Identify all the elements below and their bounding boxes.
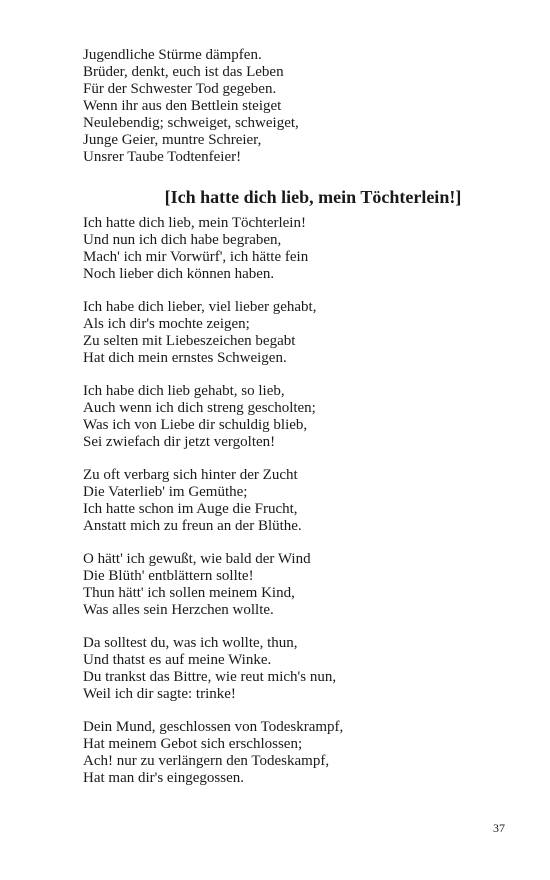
poem-line: Neulebendig; schweiget, schweiget, [83,115,299,131]
poem-line: Hat meinem Gebot sich erschlossen; [83,736,303,752]
poem-line: Hat dich mein ernstes Schweigen. [83,350,287,366]
poem-line: Ich hatte schon im Auge die Frucht, [83,501,298,517]
stanza [83,467,503,535]
poem-line: Anstatt mich zu freun an der Blüthe. [83,518,302,534]
stanza [83,215,503,283]
poem-line: Junge Geier, muntre Schreier, [83,132,262,148]
poem-line: Auch wenn ich dich streng gescholten; [83,400,316,416]
poem-line: Ich habe dich lieb gehabt, so lieb, [83,383,285,399]
poem-line: Noch lieber dich können haben. [83,266,275,282]
poem-line: Für der Schwester Tod gegeben. [83,81,277,97]
poem-line: Jugendliche Stürme dämpfen. [83,47,262,63]
stanza [83,383,503,451]
poem-line: O hätt' ich gewußt, wie bald der Wind [83,551,311,567]
stanza [83,299,503,367]
poem-line: Die Vaterlieb' im Gemüthe; [83,484,248,500]
poem-line: Dein Mund, geschlossen von Todeskrampf, [83,719,344,735]
poem-line: Ich hatte dich lieb, mein Töchterlein! [83,215,306,231]
poem-line: Ich habe dich lieber, viel lieber gehabt, [83,299,317,315]
stanza [83,719,503,787]
poem-line: Sei zwiefach dir jetzt vergolten! [83,434,276,450]
poem-line: Du trankst das Bittre, wie reut mich's nun, [83,669,337,685]
poem-line: Zu selten mit Liebeszeichen begabt [83,333,296,349]
poem-line: Die Blüth' entblättern sollte! [83,568,254,584]
poem-line: Und nun ich dich habe begraben, [83,232,282,248]
poem-line: Weil ich dir sagte: trinke! [83,686,236,702]
previous-poem-ending [83,47,503,166]
page-number: 37 [493,821,505,835]
poem-line: Als ich dir's mochte zeigen; [83,316,250,332]
stanza [83,551,503,619]
poem-line: Brüder, denkt, euch ist das Leben [83,64,284,80]
poem-line: Mach' ich mir Vorwürf', ich hätte fein [83,249,309,265]
poem-line: Was alles sein Herzchen wollte. [83,602,274,618]
poem-line: Zu oft verbarg sich hinter der Zucht [83,467,298,483]
poem-line: Hat man dir's eingegossen. [83,770,245,786]
stanza [83,635,503,703]
poem-line: Was ich von Liebe dir schuldig blieb, [83,417,308,433]
poem-line: Thun hätt' ich sollen meinem Kind, [83,585,295,601]
poem-title: [Ich hatte dich lieb, mein Töchterlein!] [164,187,462,207]
poem-line: Wenn ihr aus den Bettlein steiget [83,98,282,114]
poem-line: Ach! nur zu verlängern den Todeskampf, [83,753,330,769]
poem-line: Und thatst es auf meine Winke. [83,652,272,668]
poem-line: Da solltest du, was ich wollte, thun, [83,635,298,651]
page-body [83,47,503,803]
poem-line: Unsrer Taube Todtenfeier! [83,149,242,165]
